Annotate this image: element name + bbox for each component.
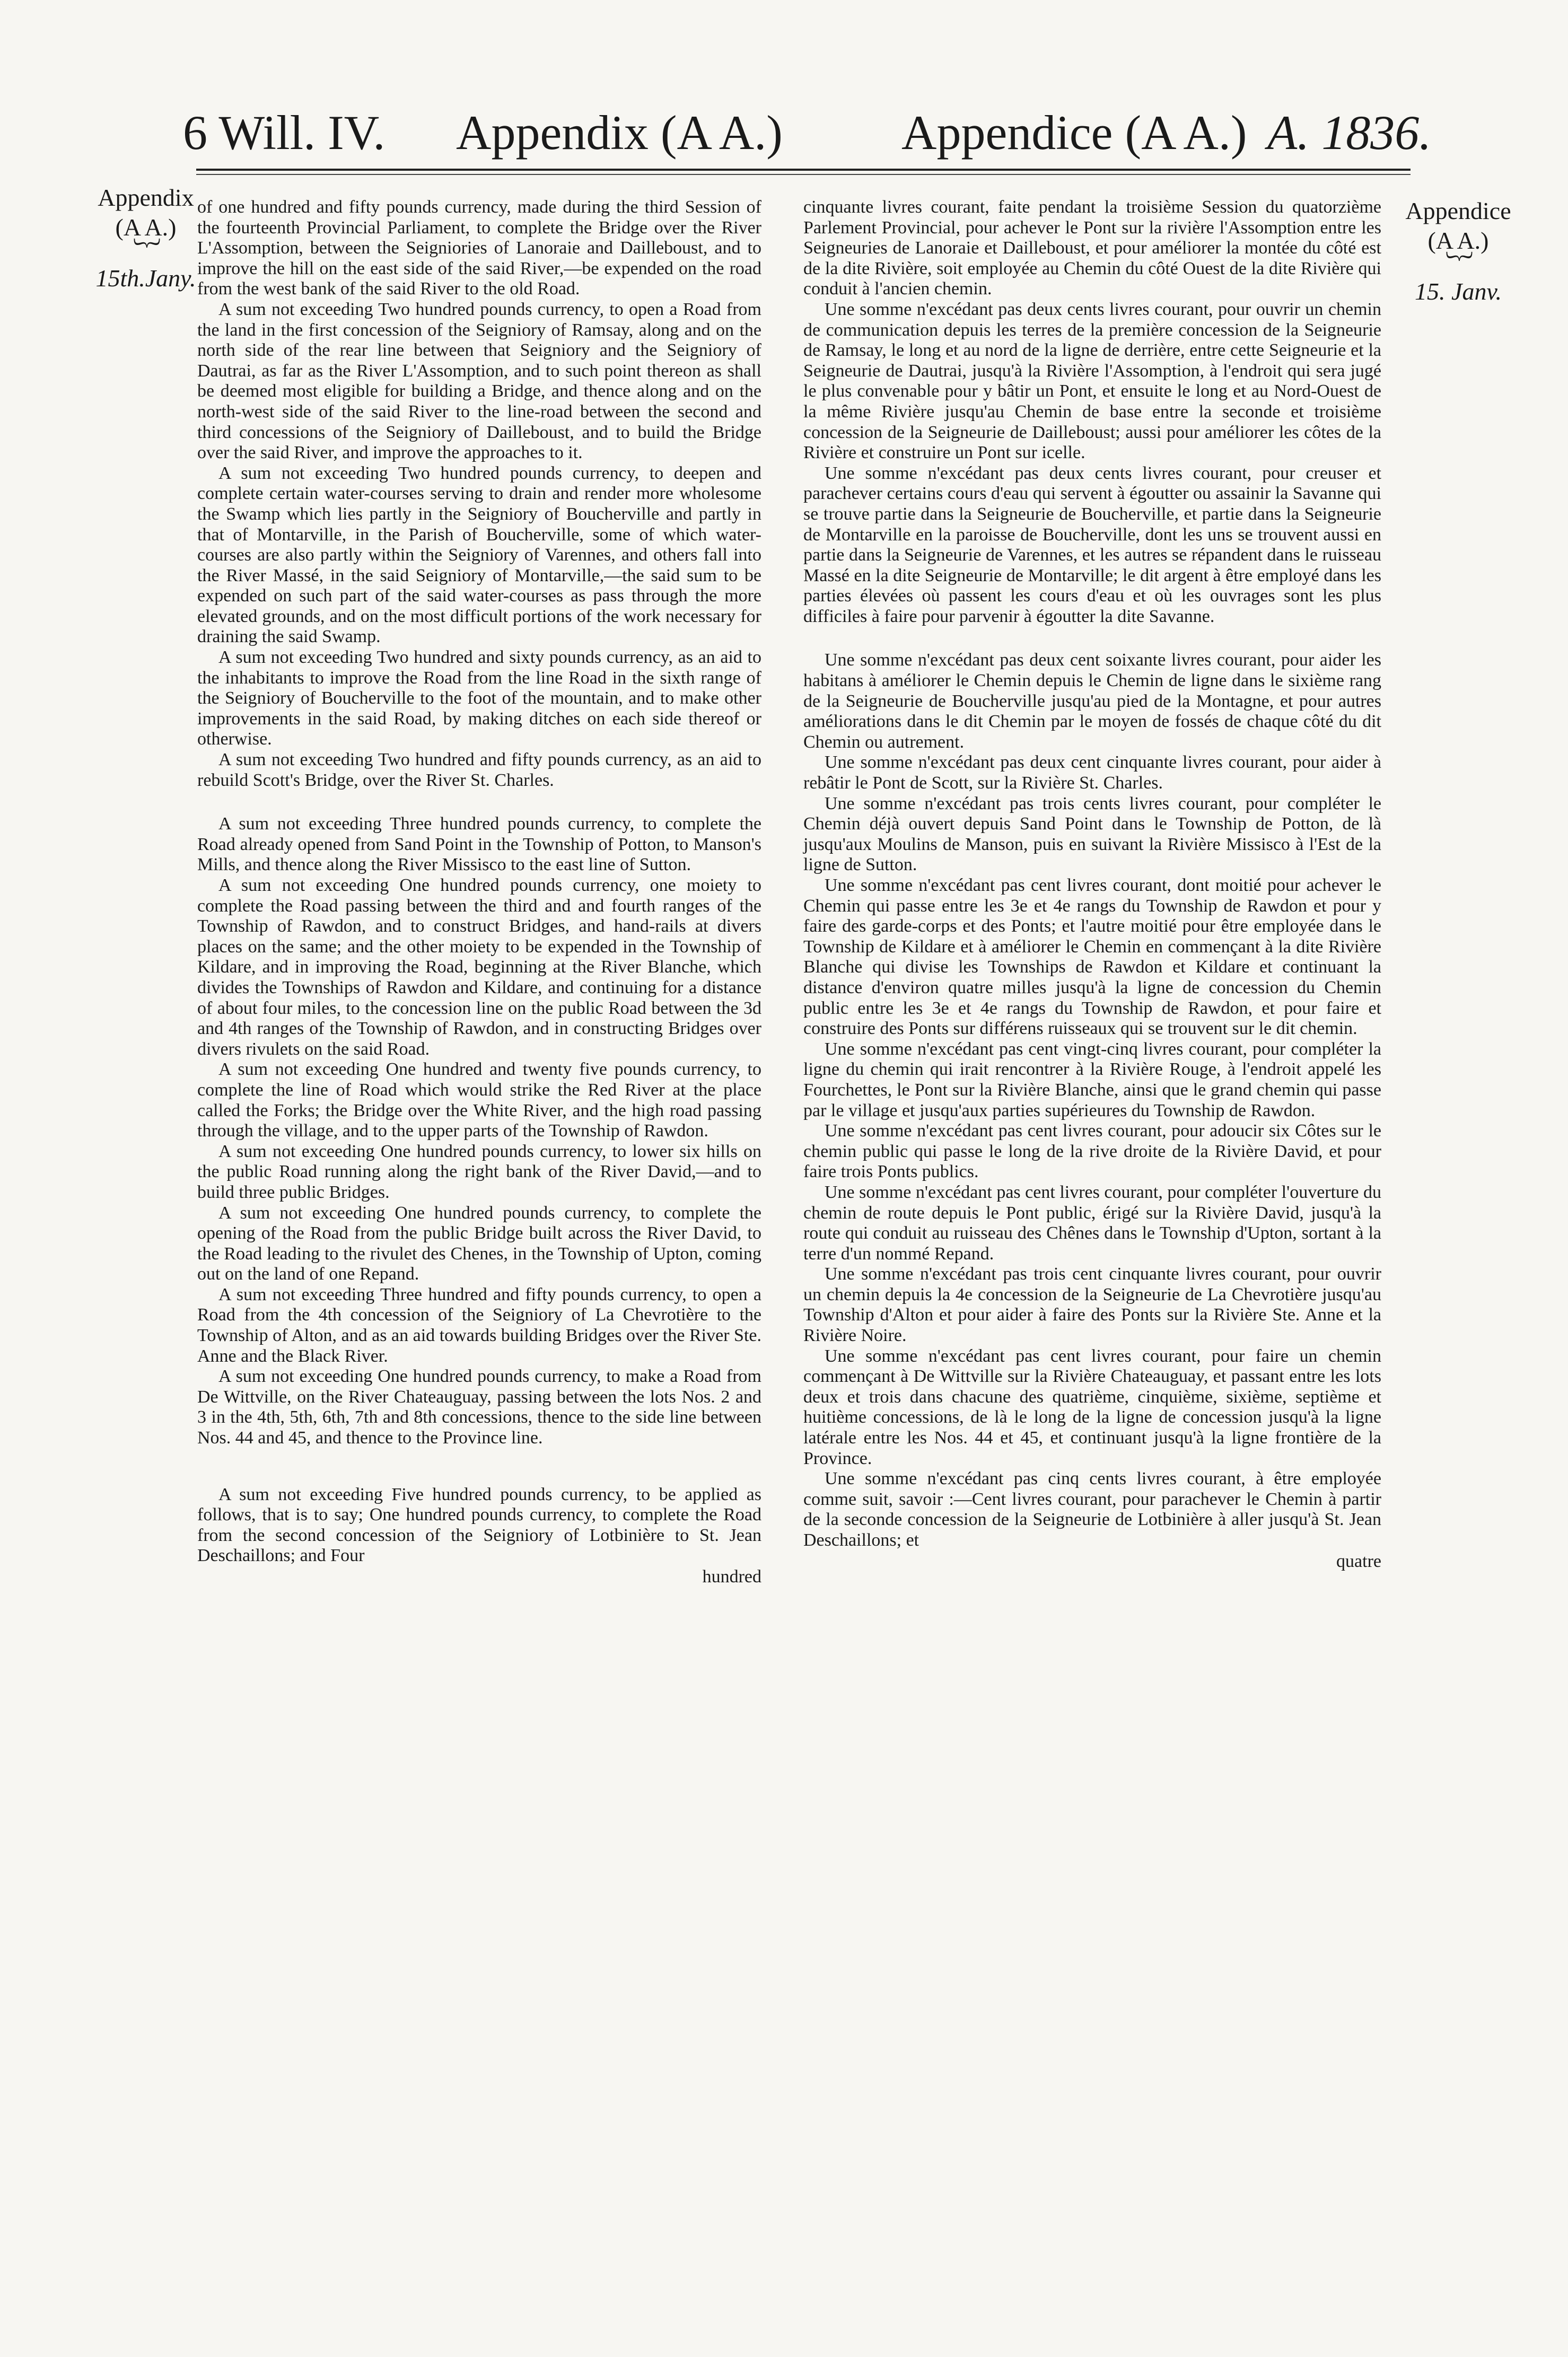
brace-icon: ︸ [134, 238, 158, 268]
paragraph: Une somme n'excédant pas trois cents livres courant, pour compléter le Chemin déjà ouvert depuis Sand Point dans le Township de Potton, de là jusqu'aux Moulins de Manson, puis en suivant la Rivière Missisco à l'Est de la ligne de Sutton. [803, 793, 1381, 875]
paragraph: Une somme n'excédant pas trois cent cinquante livres courant, pour ouvrir un chemin depuis la 4e concession de la Seigneurie de La Chevrotière jusqu'au Township d'Alton et pour aider à faire des Ponts sur la Rivière Ste. Anne et la Rivière Noire. [803, 1264, 1381, 1346]
paragraph: A sum not exceeding Three hundred pounds currency, to complete the Road already opened from Sand Point in the Township of Potton, to Manson's Mills, and thence along the River Missisco to the east line of Sutton. [197, 814, 761, 875]
paragraph: A sum not exceeding One hundred pounds currency, to complete the opening of the Road from the public Bridge built across the River David, to the Road leading to the rivulet des Chenes, in the Township of Upton, coming out on the land of one Repand. [197, 1203, 761, 1284]
appendix-title-english: Appendix (A A.) [456, 106, 783, 160]
paragraph: of one hundred and fifty pounds currency, made during the third Session of the fourteenth Provincial Parliament, to complete the Bridge over the River L'Assomption, between the Seigniories of Lanoraie and Dailleboust, and to improve the hill on the east side of the said River,—be expended on the road from the west bank of the said River to the old Road. [197, 197, 761, 299]
paragraph: Une somme n'excédant pas cinq cents livres courant, à être employée comme suit, savoir :—Cent livres courant, pour parachever le Chemin à partir de la seconde concession de la Seigneurie de Lotbinière à aller jusqu'à St. Jean Deschaillons; et [803, 1469, 1381, 1550]
header-rule-thin [196, 174, 1411, 175]
margin-date: 15th.Jany. [95, 265, 196, 292]
page-header [0, 103, 1568, 167]
catchword: hundred [702, 1567, 761, 1587]
margin-appendix-label: Appendice [1405, 197, 1511, 224]
paragraph: Une somme n'excédant pas cent livres courant, pour faire un chemin commençant à De Wittville sur la Rivière Chateauguay, et passant entre les lots deux et trois dans chacune des quatrième, cinquième, sixième, septième et huitième concessions, de là le long de la ligne de concession jusqu'à la ligne latérale entre les Nos. 44 et 45, et continuant jusqu'à la ligne frontière de la Province. [803, 1346, 1381, 1468]
paragraph: Une somme n'excédant pas deux cents livres courant, pour creuser et parachever certains cours d'eau qui servent à égoutter ou assainir la Savanne qui se trouve partie dans la Seigneurie de Boucherville, et partie dans la Seigneurie de Montarville en la paroisse de Boucherville, dont les uns se trouvent aussi en partie dans la Seigneurie de Varennes, et les autres se répandent dans le ruisseau Massé en la dite Seigneurie de Montarville; le dit argent à être employé dans les parties élevées où passent les cours d'eau et où les ouvrages sont les plus difficiles à faire pour parvenir à égoutter la dite Savanne. [803, 463, 1381, 626]
french-column [803, 197, 1381, 1572]
paragraph: Une somme n'excédant pas deux cents livres courant, pour ouvrir un chemin de communication depuis les terres de la première concession de la Seigneurie de Ramsay, le long et au nord de la ligne de derrière, entre cette Seigneurie et la Seigneurie de Dautrai, jusqu'à la Rivière l'Assomption, à l'endroit qui sera jugé le plus convenable pour y bâtir un Pont, et ensuite le long et au Nord-Ouest de la même Rivière jusqu'au Chemin de base entre la seconde et troisième concession de la Seigneurie de Dailleboust; aussi pour améliorer les côtes de la Rivière et construire un Pont sur icelle. [803, 299, 1381, 463]
appendix-title-french: Appendice (A A.) [901, 106, 1247, 160]
paragraph: A sum not exceeding Two hundred pounds currency, to deepen and complete certain water-courses serving to drain and render more wholesome the Swamp which lies partly in the Seigniory of Boucherville and partly in that of Montarville, in the Parish of Boucherville, some of which water-courses are also partly within the Seigniory of Varennes, and others fall into the River Massé, in the said Seigniory of Montarville,—the said sum to be expended on such part of the said water-courses as pass through the more elevated grounds, and on the most difficult portions of the work necessary for draining the said Swamp. [197, 463, 761, 647]
catchword: quatre [1336, 1551, 1381, 1571]
left-margin-note [85, 183, 207, 293]
paragraph: Une somme n'excédant pas deux cent soixante livres courant, pour aider les habitans à améliorer le Chemin depuis le Chemin de ligne dans le sixième rang de la Seigneurie de Boucherville jusqu'au pied de la Montagne, et pour autres améliorations dans le dit Chemin par le moyen de fossés de chaque côté du dit Chemin ou autrement. [803, 650, 1381, 752]
margin-appendix-code: (A A.) [115, 214, 177, 241]
paragraph: A sum not exceeding Two hundred and fifty pounds currency, as an aid to rebuild Scott's Bridge, over the River St. Charles. [197, 750, 761, 790]
english-column [197, 197, 761, 1588]
margin-appendix-code: (A A.) [1427, 227, 1489, 254]
paragraph: Une somme n'excédant pas cent vingt-cinq livres courant, pour compléter la ligne du chemin qui irait rencontrer à la Rivière Rouge, à l'endroit appelé les Fourchettes, le Pont sur la Rivière Blanche, ainsi que le grand chemin qui passe par le village et jusqu'aux parties supérieures du Township de Rawdon. [803, 1039, 1381, 1120]
session-reference: 6 Will. IV. [183, 106, 386, 160]
header-rule [196, 169, 1411, 171]
paragraph: A sum not exceeding Two hundred and sixty pounds currency, as an aid to the inhabitants to improve the Road from the line Road in the sixth range of the Seigniory of Boucherville to the foot of the mountain, and to make other improvements in the said Road, by making ditches on each side thereof or otherwise. [197, 647, 761, 749]
paragraph: Une somme n'excédant pas cent livres courant, pour adoucir six Côtes sur le chemin public qui passe le long de la rive droite de la Rivière David, et pour faire trois Ponts publics. [803, 1121, 1381, 1182]
brace-icon: ︸ [1446, 251, 1470, 281]
paragraph: A sum not exceeding One hundred and twenty five pounds currency, to complete the line of Road which would strike the Red River at the place called the Forks; the Bridge over the White River, and the high road passing through the village, and to the upper parts of the Township of Rawdon. [197, 1059, 761, 1141]
paragraph: Une somme n'excédant pas cent livres courant, pour compléter l'ouverture du chemin de route depuis le Pont public, érigé sur la Rivière David, jusqu'à la route qui conduit au ruisseau des Chênes dans le Township d'Upton, sortant à la terre d'un nommé Repand. [803, 1182, 1381, 1264]
margin-date: 15. Janv. [1415, 278, 1502, 305]
paragraph: Une somme n'excédant pas deux cent cinquante livres courant, pour aider à rebâtir le Pont de Scott, sur la Rivière St. Charles. [803, 752, 1381, 793]
paragraph: A sum not exceeding Three hundred and fifty pounds currency, to open a Road from the 4th concession of the Seigniory of La Chevrotière to the Township of Alton, and as an aid towards building Bridges over the River Ste. Anne and the Black River. [197, 1284, 761, 1366]
paragraph: A sum not exceeding One hundred pounds currency, to lower six hills on the public Road running along the right bank of the River David,—and to build three public Bridges. [197, 1141, 761, 1202]
paragraph: A sum not exceeding Five hundred pounds currency, to be applied as follows, that is to say; One hundred pounds currency, to complete the Road from the second concession of the Seigniory of Lotbinière to St. Jean Deschaillons; and Four [197, 1484, 761, 1566]
year-label: A. 1836. [1267, 106, 1432, 160]
paragraph: Une somme n'excédant pas cent livres courant, dont moitié pour achever le Chemin qui passe entre les 3e et 4e rangs du Township de Rawdon et pour y faire des garde-corps et des Ponts; et l'autre moitié pour être employée dans le Township de Kildare et à améliorer le Chemin en commençant à la dite Rivière Blanche qui divise les Townships de Rawdon et Kildare et continuant la distance d'environ quatre milles jusqu'à la ligne de concession du Chemin public entre les 3e et 4e rangs du Township de Rawdon, et pour faire et construire des Ponts sur différens ruisseaux qui se trouvent sur le dit chemin. [803, 875, 1381, 1039]
right-margin-note [1395, 196, 1522, 306]
paragraph: A sum not exceeding One hundred pounds currency, one moiety to complete the Road passing between the third and and fourth ranges of the Township of Rawdon, and to construct Bridges, and hand-rails at divers places on the same; and the other moiety to be expended in the Township of Kildare, and in improving the Road, beginning at the River Blanche, which divides the Townships of Rawdon and Kildare, and continuing for a distance of about four miles, to the concession line on the public Road between the 3d and 4th ranges of the Township of Rawdon, and in constructing Bridges over divers rivulets on the said Road. [197, 875, 761, 1059]
paragraph: cinquante livres courant, faite pendant la troisième Session du quatorzième Parlement Provincial, pour achever le Pont sur la rivière l'Assomption entre les Seigneuries de Lanoraie et Dailleboust, et pour améliorer la montée du côté est de la dite Rivière, soit employée au Chemin du côté Ouest de la dite Rivière qui conduit à l'ancien chemin. [803, 197, 1381, 299]
paragraph: A sum not exceeding One hundred pounds currency, to make a Road from De Wittville, on the River Chateauguay, passing between the lots Nos. 2 and 3 in the 4th, 5th, 6th, 7th and 8th concessions, thence to the side line between Nos. 44 and 45, and thence to the Province line. [197, 1366, 761, 1448]
paragraph: A sum not exceeding Two hundred pounds currency, to open a Road from the land in the first concession of the Seigniory of Ramsay, along and on the north side of the rear line between that Seigniory and the Seigniory of Dautrai, as far as the River L'Assomption, and to such point thereon as shall be deemed most eligible for building a Bridge, and thence along and on the north-west side of the said River to the line-road between the second and third concessions of the Seigniory of Dailleboust, and to build the Bridge over the said River, and improve the approaches to it. [197, 299, 761, 463]
margin-appendix-label: Appendix [98, 184, 194, 211]
